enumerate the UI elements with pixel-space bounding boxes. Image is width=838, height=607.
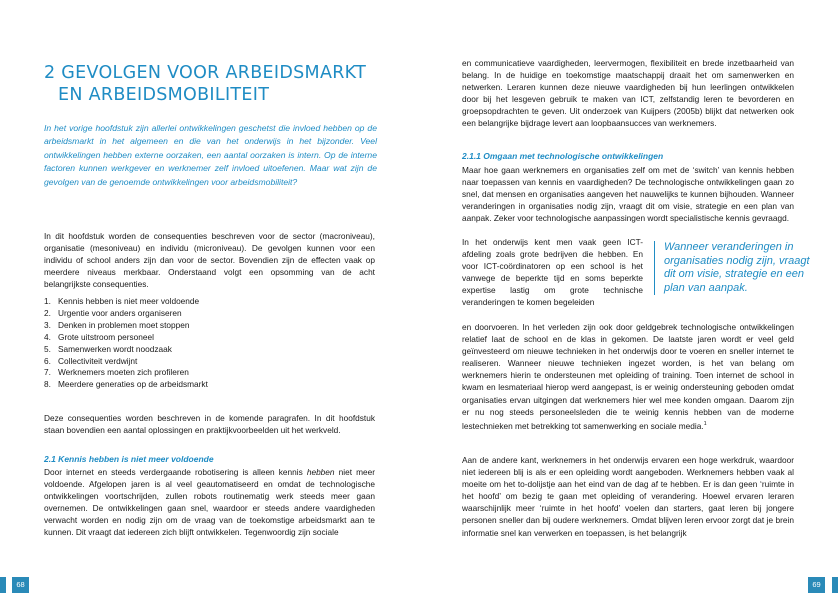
list-item-text: Samenwerken wordt noodzaak	[58, 343, 172, 354]
page-number: 69	[812, 580, 821, 589]
list-item-text: Denken in problemen moet stoppen	[58, 319, 190, 330]
body-paragraph-consequences: In dit hoofdstuk worden de consequenties beschreven voor de sector (macroniveau), organisatie (mesoniveau) en individu (microniveau). De gevolgen kunnen voor een individu of school anders zijn dan voor de sector. Bovendien zijn de effecten vaak op meerdere niveaus merkbaar. Onderstaand volgt een opsomming van de acht belangrijkste consequenties.	[44, 231, 375, 290]
body-paragraph-workload: Aan de andere kant, werknemers in het onderwijs ervaren een hoge werkdruk, waardoor niet iedereen blij is als er een opleiding wordt aangeboden. Werknemers hebben vaak al moeite om het to-dolijstje aan het eind van de dag af te hebben. Er is dan geen ‘ruimte in het hoofd’ om bezig te gaan met opleiding of verandering. Hoewel ervaren leraren waarschijnlijk meer ‘ruimte in het hoofd’ voelen dan starters, gaat leren bij jongere personen sneller dan bij oudere werknemers. Omdat blijven leren ervoor zorgt dat je brein informatie snel kan verwerken en toepassen, is het belangrijk	[462, 455, 794, 538]
chapter-title	[44, 62, 384, 106]
body-paragraph-outline: Deze consequenties worden beschreven in de komende paragrafen. In dit hoofdstuk staan bovendien een aantal oplossingen en praktijkvoorbeelden uit het werkveld.	[44, 413, 375, 436]
section-heading-2-1-1: 2.1.1 Omgaan met technologische ontwikkelingen	[462, 151, 664, 161]
list-item-number: 7.	[44, 367, 51, 378]
list-item-number: 8.	[44, 379, 51, 390]
list-item-number: 4.	[44, 331, 51, 342]
list-item-number: 5.	[44, 343, 51, 354]
list-item-text: Urgentie voor anders organiseren	[58, 307, 182, 318]
list-item-number: 1.	[44, 296, 51, 306]
list-item	[44, 344, 374, 356]
body-paragraph-ict: In het onderwijs kent men vaak geen ICT-afdeling zoals grote bedrijven die hebben. En voor ICT-coördinatoren op een school is het vanwege de beperkte tijd en soms beperkte expertise lastig om grote technische veranderingen te komen begeleiden	[462, 237, 643, 308]
list-item	[44, 308, 374, 320]
list-item-number: 6.	[44, 355, 51, 366]
pull-quote: Wanneer veranderingen in organisaties nodig zijn, vraagt dit om visie, strategie en een plan van aanpak.	[654, 241, 819, 295]
page-edge-tab	[0, 577, 6, 593]
body-paragraph-skills: en communicatieve vaardigheden, leervermogen, flexibiliteit en brede inzetbaarheid van belang. In de huidige en toekomstige maatschappij draait het om samenwerken en netwerken. Leraren kunnen deze nieuwe vaardigheden bij hun leerlingen ontwikkelen door bij het lesgeven gebruik te maken van ICT, zelfstandig leren te bevorderen en groepsopdrachten te geven. Uit onderzoek van Kuijpers (2005b) blijkt dat netwerken ook een belangrijke bijdrage levert aan loopbaansucces van werknemers.	[462, 58, 794, 129]
list-item	[44, 379, 374, 391]
list-item	[44, 356, 374, 368]
body-paragraph-switch: Maar hoe gaan werknemers en organisaties zelf om met de ‘switch’ van kennis hebben naar toepassen van kennis en vaardigheden? De technologische ontwikkelingen gaan zo snel, dat mensen en organisaties aangeven het nauwelijks te kunnen bijhouden. Wanneer veranderingen in organisaties nodig zijn, vraagt dit om visie, strategie en een plan van aanpak. Zeker voor technologische aanpassingen wordt specialistische kennis gevraagd.	[462, 165, 794, 224]
list-item-text: Grote uitstroom personeel	[58, 331, 154, 342]
paragraph-text: en doorvoeren. In het verleden zijn ook door geldgebrek technologische ontwikkelingen relatief laat de school en de klas in gekomen. De laatste jaren wordt er veel geld geïnvesteerd om nieuwe technieken in het onderwijs door te voeren en sneller internet te realiseren. Wanneer nieuwe technieken ingezet worden, is het van belang om werknemers hierin te ondersteunen met opleiding of training. Toen internet de school in kwam en lesmateriaal hierop werd aangepast, is er weinig ondersteuning geboden omdat organisaties ervan uitgingen dat werknemers hier wel mee konden omgaan. Daarom zijn er nu nog steeds personeelsleden die te weinig kennis hebben van de moderne lestechnieken met betrekking tot samenwerking en sociale media.	[462, 322, 794, 431]
list-item-text: Werknemers moeten zich profileren	[58, 367, 189, 378]
chapter-intro: In het vorige hoofdstuk zijn allerlei ontwikkelingen geschetst die invloed hebben op de arbeidsmarkt in het algemeen en die van het onderwijs in het bijzonder. Veel ontwikkelingen hebben externe oorzaken, een aantal oorzaken is intern. Op de interne factoren kunnen werkgever en werknemer zelf invloed uitoefenen. Maar wat zijn de gevolgen van de genoemde ontwikkelingen voor arbeidsmobiliteit?	[44, 123, 377, 187]
list-item-text: Kennis hebben is niet meer voldoende	[58, 296, 200, 306]
footnote-reference: 1	[703, 420, 707, 427]
list-item	[44, 296, 374, 308]
list-item	[44, 332, 374, 344]
list-item-number: 2.	[44, 307, 51, 318]
paragraph-text: niet meer voldoende. Afgelopen jaren is al veel geautomatiseerd en omdat de technologische ontwikkelingen voortschrijden, zullen robots routinematig werk steeds meer gaan overnemen. De ontwikkelingen gaan snel, waardoor er steeds andere vaardigheden verwacht worden en nodig zijn om de vraag van de toekomstige arbeidsmarkt aan te kunnen. Dit vraagt dat iedereen zich blijft ontwikkelen. Tegenwoordig zijn sociale	[44, 467, 375, 538]
paragraph-text: Door internet en steeds verdergaande robotisering is alleen kennis	[44, 467, 307, 477]
right-page	[419, 0, 838, 607]
emphasis-text: hebben	[306, 467, 335, 477]
page-number-badge	[808, 577, 825, 593]
page-number-badge	[12, 577, 29, 593]
list-item	[44, 367, 374, 379]
page-number: 68	[16, 580, 25, 589]
chapter-title-line1: 2 GEVOLGEN VOOR ARBEIDSMARKT	[44, 63, 367, 83]
section-heading-2-1: 2.1 Kennis hebben is niet meer voldoende	[44, 454, 214, 464]
list-item	[44, 320, 374, 332]
chapter-title-line2: EN ARBEIDSMOBILITEIT	[58, 85, 270, 105]
body-paragraph-knowledge	[44, 466, 375, 539]
body-paragraph-investment	[462, 321, 794, 432]
list-item-text: Collectiviteit verdwijnt	[58, 355, 138, 366]
list-item-text: Meerdere generaties op de arbeidsmarkt	[58, 379, 208, 390]
page-edge-tab	[832, 577, 838, 593]
consequences-list	[44, 296, 374, 391]
list-item-number: 3.	[44, 319, 51, 330]
